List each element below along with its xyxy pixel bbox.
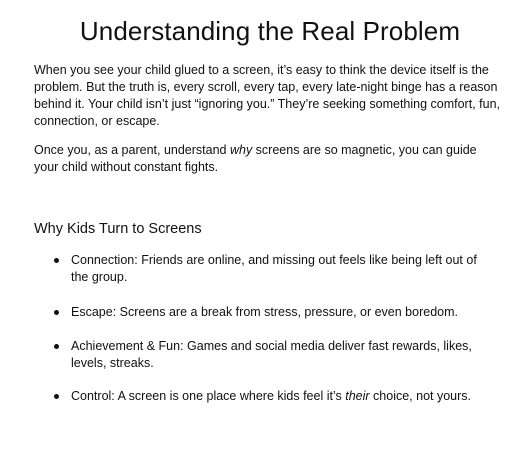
list-item-achievement-fun [54, 338, 494, 372]
intro-paragraph-2 [34, 142, 504, 176]
list-item-body: Friends are online, and missing out feels like being left out of the group. [71, 253, 477, 284]
list-item-control [54, 388, 494, 405]
list-item-text [71, 304, 494, 321]
list-item-text [71, 252, 494, 286]
list-item-text [71, 388, 494, 405]
bullet-dot-icon [54, 310, 59, 315]
list-item-body-before: A screen is one place where kids feel it’s [114, 389, 346, 403]
list-item-body-after: choice, not yours. [369, 389, 472, 403]
list-item-emphasis: their [345, 389, 370, 403]
page-title: Understanding the Real Problem [79, 16, 461, 46]
bullet-dot-icon [54, 394, 59, 399]
list-item-connection [54, 252, 494, 286]
list-item-label: Escape: [71, 305, 117, 319]
list-item-body: Screens are a break from stress, pressure, or even boredom. [116, 305, 458, 319]
list-item-text [71, 338, 494, 372]
paragraph-2-text-before: Once you, as a parent, understand [34, 143, 230, 157]
section-heading: Why Kids Turn to Screens [34, 221, 202, 237]
list-item-label: Connection: [71, 253, 138, 267]
list-item-body: Games and social media deliver fast rewards, likes, levels, streaks. [71, 339, 472, 370]
intro-paragraph-1: When you see your child glued to a screen, it’s easy to think the device itself is the problem. But the truth is, every scroll, every tap, every late-night binge has a reason behind it. Your child isn’t just “ignoring you.” They’re seeking something comfort, fun, connection, or escape. [34, 63, 500, 128]
list-item-label: Control: [71, 389, 115, 403]
bullet-dot-icon [54, 344, 59, 349]
list-item-label: Achievement & Fun: [71, 339, 184, 353]
bullet-dot-icon [54, 258, 59, 263]
list-item-escape [54, 304, 494, 321]
paragraph-2-text-after: screens are so magnetic, you can guide your child without constant fights. [34, 143, 477, 174]
paragraph-2-emphasis: why [229, 143, 253, 157]
